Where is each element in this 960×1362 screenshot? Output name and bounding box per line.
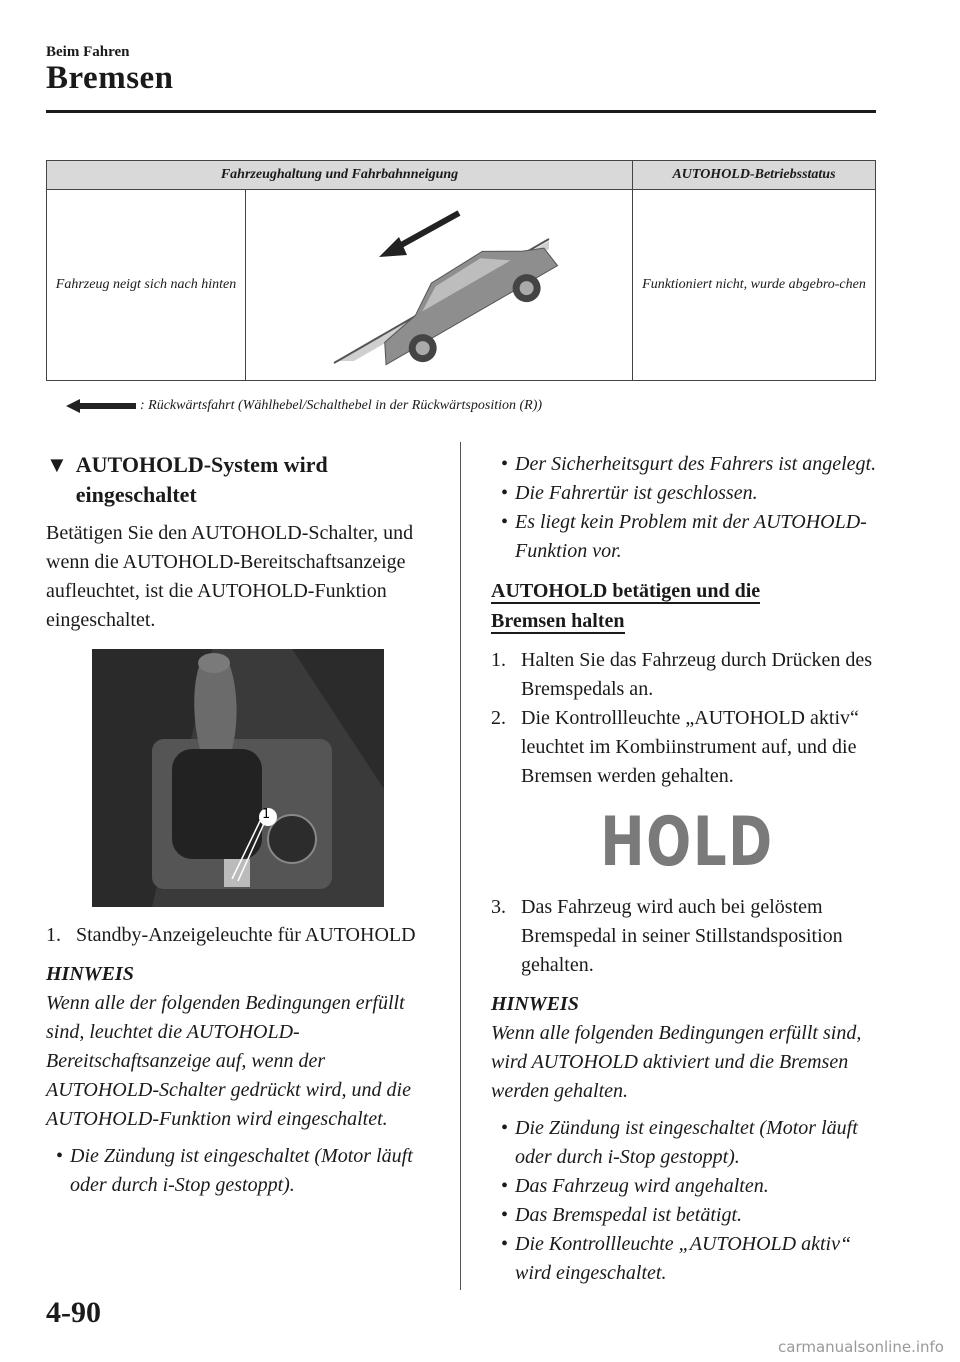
step-item: 2. Die Kontrollleuchte „AUTOHOLD aktiv“ leuchtet im Kombiinstrument auf, und die Bremsen werden gehalten.	[491, 707, 859, 787]
hold-indicator: HOLD	[600, 803, 774, 882]
legend	[66, 398, 542, 414]
note-text: Wenn alle folgenden Bedingungen erfüllt sind, wird AUTOHOLD aktiviert und die Bremsen werden gehalten.	[491, 1022, 862, 1102]
table-cell-condition: Fahrzeug neigt sich nach hinten	[47, 190, 246, 381]
status-table	[46, 160, 876, 381]
figure-caption-item: 1. Standby-Anzeigeleuchte für AUTOHOLD	[46, 924, 416, 947]
note-title: HINWEIS	[491, 993, 579, 1015]
legend-text: : Rückwärtsfahrt (Wählhebel/Schalthebel in der Rückwärtsposition (R))	[140, 398, 543, 413]
page-title: Bremsen	[46, 60, 174, 96]
sub-heading: AUTOHOLD betätigen und die Bremsen halten	[491, 580, 761, 632]
list-item: • Die Zündung ist eingeschaltet (Motor läuft oder durch i-Stop gestoppt).	[501, 1117, 858, 1168]
table-header-condition: Fahrzeughaltung und Fahrbahnneigung	[47, 161, 633, 190]
shift-console-image	[92, 649, 384, 907]
column-divider	[460, 442, 461, 1290]
intro-paragraph: Betätigen Sie den AUTOHOLD-Schalter, und wenn die AUTOHOLD-Bereitschaftsanzeige aufleuchtet, ist die AUTOHOLD-Funktion eingeschaltet.	[46, 522, 414, 632]
section-label: Beim Fahren	[46, 44, 130, 60]
right-column	[491, 450, 883, 1288]
list-item: • Die Zündung ist eingeschaltet (Motor läuft oder durch i-Stop gestoppt).	[46, 1142, 438, 1200]
callout-number: 1	[262, 807, 271, 823]
car-reversing-uphill-illustration	[259, 191, 619, 371]
list-item: • Das Bremspedal ist betätigt.	[501, 1204, 743, 1226]
triangle-icon: ▼	[46, 452, 68, 477]
bullet-icon: •	[56, 1145, 64, 1168]
list-item: • Es liegt kein Problem mit der AUTOHOLD-Funktion vor.	[501, 511, 867, 562]
step-item: 1. Halten Sie das Fahrzeug durch Drücken des Bremspedals an.	[491, 649, 872, 700]
note-title: HINWEIS	[46, 963, 134, 986]
heading-line-2: eingeschaltet	[75, 481, 197, 507]
left-column	[46, 450, 438, 1200]
step-item: 3. Das Fahrzeug wird auch bei gelöstem Bremspedal in seiner Stillstandsposition gehalten.	[491, 896, 843, 976]
console-photo	[92, 649, 384, 907]
list-item: • Die Kontrollleuchte „AUTOHOLD aktiv“ wird eingeschaltet.	[501, 1233, 852, 1284]
table-cell-status: Funktioniert nicht, wurde abgebro-chen	[633, 190, 876, 381]
title-rule	[46, 110, 876, 113]
reverse-arrow-icon	[66, 399, 136, 413]
note-text: Wenn alle der folgenden Bedingungen erfüllt sind, leuchtet die AUTOHOLD-Bereitschaftsanzeige auf, wenn der AUTOHOLD-Schalter gedrückt wird, und die AUTOHOLD-Funktion wird eingeschaltet.	[46, 992, 411, 1131]
watermark: carmanualsonline.info	[778, 1338, 944, 1356]
section-heading	[46, 450, 438, 509]
reverse-arrow-icon	[379, 213, 459, 257]
table-cell-illustration	[246, 190, 633, 381]
heading-line-1: AUTOHOLD-System wird	[75, 452, 328, 477]
list-item: • Das Fahrzeug wird angehalten.	[501, 1175, 769, 1197]
page-number: 4-90	[46, 1296, 101, 1329]
table-header-status: AUTOHOLD-Betriebsstatus	[633, 161, 876, 190]
list-item: • Die Fahrertür ist geschlossen.	[501, 482, 758, 504]
list-item: • Der Sicherheitsgurt des Fahrers ist angelegt.	[501, 453, 877, 475]
